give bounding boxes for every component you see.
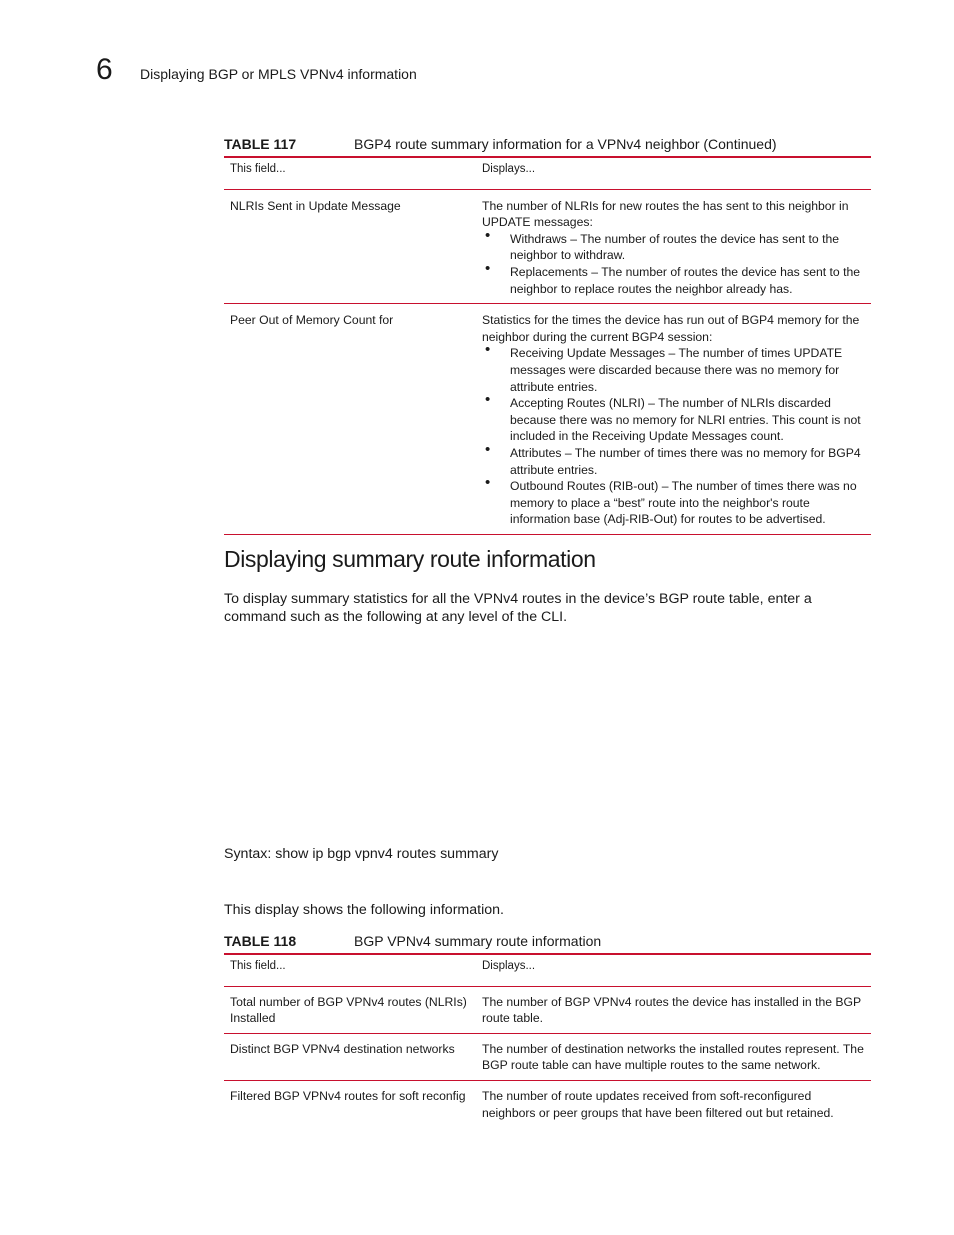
- description-cell: [476, 189, 871, 304]
- description-cell: The number of route updates received from soft-reconfigured neighbors or peer groups that have been filtered out but retained.: [482, 1088, 834, 1120]
- list-item: • Withdraws – The number of routes the device has sent to the neighbor to withdraw.: [482, 231, 865, 264]
- intro-paragraph: To display summary statistics for all the VPNv4 routes in the device’s BGP route table, enter a command such as the following at any level of the CLI.: [224, 591, 812, 625]
- column-header-displays: Displays...: [476, 954, 871, 986]
- list-item: • Attributes – The number of times there was no memory for BGP4 attribute entries.: [482, 445, 865, 478]
- section-heading: Displaying summary route information: [224, 546, 596, 572]
- column-header-field: This field...: [224, 157, 476, 189]
- bullet-list: [482, 345, 865, 528]
- column-header-displays: Displays...: [476, 157, 871, 189]
- table-row: [224, 189, 871, 304]
- table-117-title: BGP4 route summary information for a VPNv4 neighbor (Continued): [354, 136, 777, 152]
- description-cell: [476, 304, 871, 535]
- table-118-title: BGP VPNv4 summary route information: [354, 933, 602, 949]
- table-header-row: [224, 954, 871, 986]
- table-row: [224, 986, 871, 1033]
- table-row: [224, 304, 871, 535]
- description-cell: The number of BGP VPNv4 routes the device has installed in the BGP route table.: [476, 986, 871, 1033]
- table-118: [224, 953, 871, 1127]
- table-117: [224, 156, 871, 535]
- column-header-field: This field...: [224, 954, 476, 986]
- list-item: • Outbound Routes (RIB-out) – The number of times there was no memory to place a “best” route into the neighbor's route information base (Adj-RIB-Out) for routes to be advertised.: [482, 478, 865, 528]
- table-row: [224, 1080, 871, 1127]
- table-118-number: TABLE 118: [224, 933, 297, 949]
- list-item: • Replacements – The number of routes the device has sent to the neighbor to replace routes the neighbor already has.: [482, 264, 865, 297]
- field-cell: NLRIs Sent in Update Message: [224, 189, 476, 304]
- bullet-list: [482, 231, 865, 297]
- field-cell: Peer Out of Memory Count for: [224, 304, 476, 535]
- table-row: [224, 1033, 871, 1080]
- list-item: • Accepting Routes (NLRI) – The number of NLRIs discarded because there was no memory for NLRI entries. This count is not included in the Receiving Update Messages count.: [482, 395, 865, 445]
- field-cell: Distinct BGP VPNv4 destination networks: [224, 1033, 476, 1080]
- display-note: This display shows the following information.: [224, 902, 504, 918]
- list-item: • Receiving Update Messages – The number of times UPDATE messages were discarded because there was no memory for attribute entries.: [482, 345, 865, 395]
- chapter-title: Displaying BGP or MPLS VPNv4 information: [140, 66, 417, 82]
- table-117-number: TABLE 117: [224, 136, 297, 152]
- chapter-number: 6: [96, 53, 113, 86]
- table-header-row: [224, 157, 871, 189]
- field-cell: Total number of BGP VPNv4 routes (NLRIs) Installed: [224, 986, 476, 1033]
- field-cell: Filtered BGP VPNv4 routes for soft reconfig: [230, 1088, 466, 1103]
- description-cell: The number of destination networks the installed routes represent. The BGP route table can have multiple routes to the same network.: [476, 1033, 871, 1080]
- syntax-line: Syntax: show ip bgp vpnv4 routes summary: [224, 846, 499, 862]
- description-text: Statistics for the times the device has run out of BGP4 memory for the neighbor during the current BGP4 session:: [482, 313, 860, 344]
- description-text: The number of NLRIs for new routes the has sent to this neighbor in UPDATE messages:: [482, 198, 849, 230]
